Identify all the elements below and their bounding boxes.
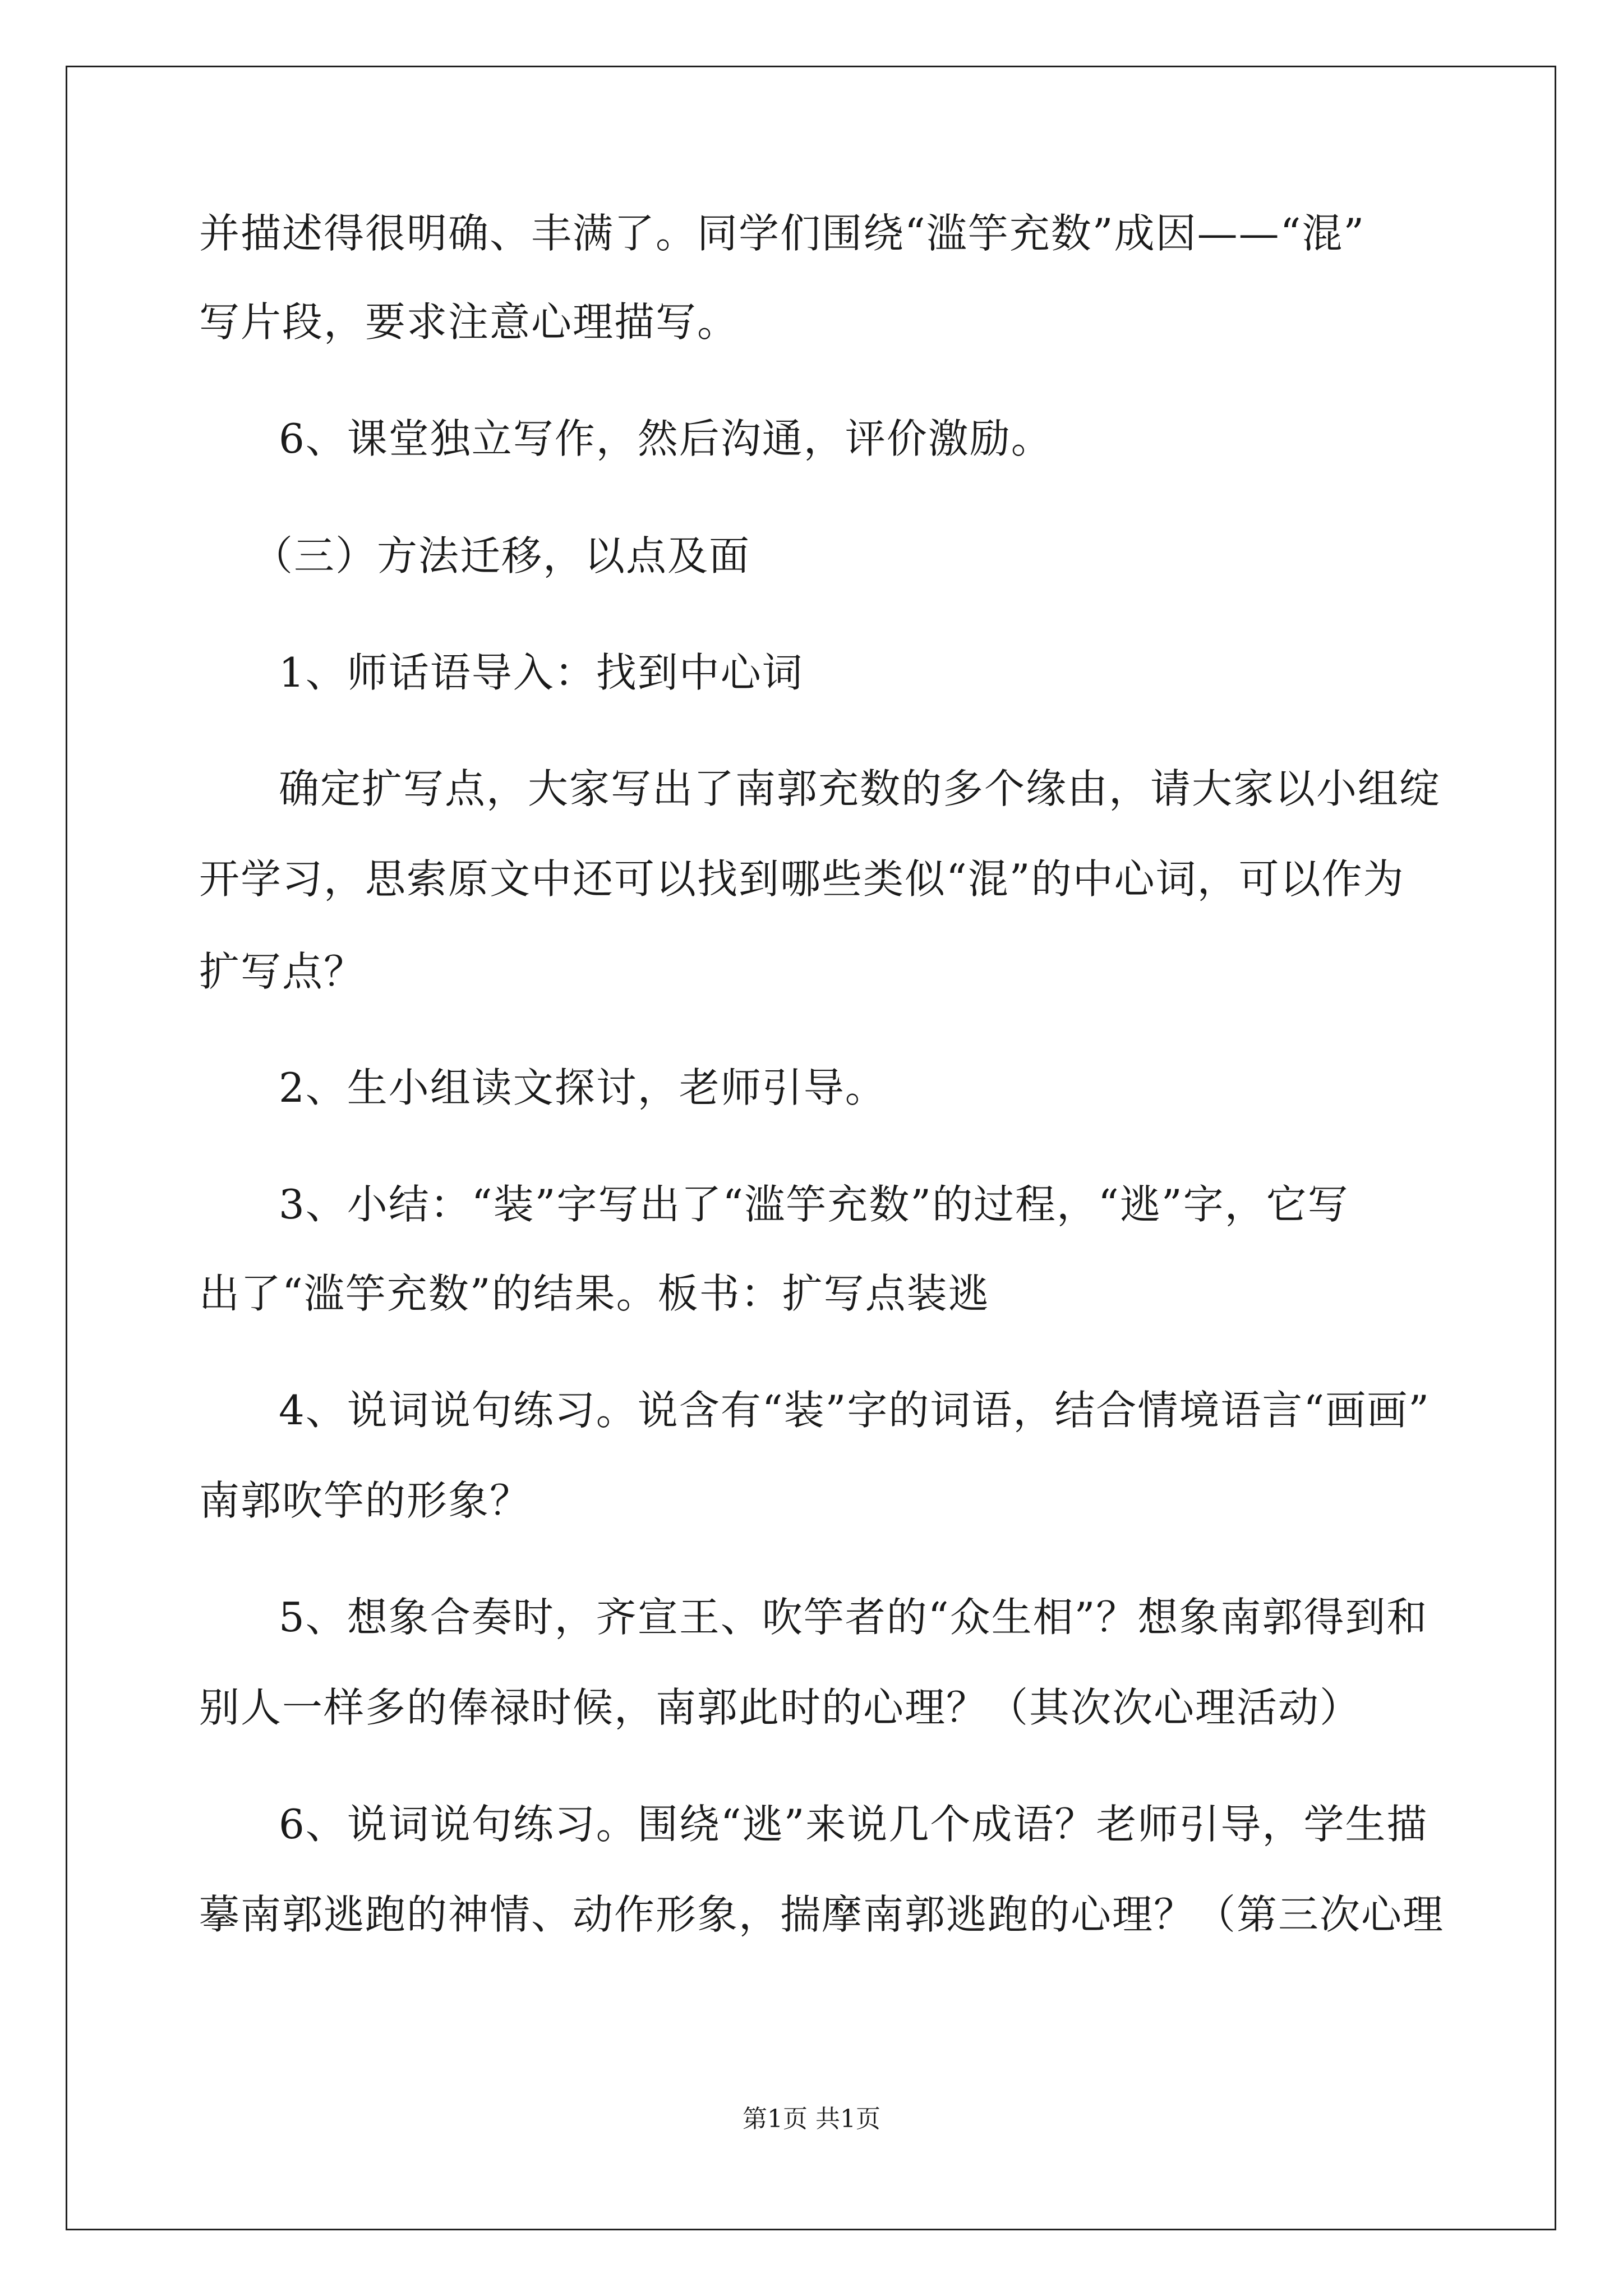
text-line: 6、课堂独立写作，然后沟通，评价激励。 [279,415,1053,462]
text-line: 并描述得很明确、丰满了。同学们围绕“滥竽充数”成因——“混” [199,210,1366,257]
text-line: 出了“滥竽充数”的结果。板书：扩写点装逃 [199,1270,990,1317]
text-line: 写片段，要求注意心理描写。 [199,298,739,346]
text-line: 4、说词说句练习。说含有“装”字的词语，结合情境语言“画画” [279,1387,1431,1434]
text-line: 扩写点？ [199,948,366,995]
text-line: 摹南郭逃跑的神情、动作形象，揣摩南郭逃跑的心理？（第三次心理 [199,1891,1445,1938]
text-line: 2、生小组读文探讨，老师引导。 [279,1064,887,1111]
text-line: 别人一样多的俸禄时候，南郭此时的心理？（其次次心理活动） [199,1684,1362,1731]
text-line: 确定扩写点，大家写出了南郭充数的多个缘由，请大家以小组绽 [279,765,1441,812]
page-footer: 第1页 共1页 [743,2105,880,2133]
text-line: 开学习，思索原文中还可以找到哪些类似“混”的中心词，可以作为 [199,855,1405,903]
section-heading: （三）方法迁移，以点及面 [252,532,751,579]
text-line: 1、师话语导入：找到中心词 [279,649,804,696]
text-line: 6、说词说句练习。围绕“逃”来说几个成语？老师引导，学生描 [279,1801,1428,1848]
text-line: 3、小结：“装”字写出了“滥竽充数”的过程，“逃”字，它写 [279,1181,1349,1228]
text-line: 南郭吹竽的形象？ [199,1477,532,1524]
text-line: 5、想象合奏时，齐宣王、吹竽者的“众生相”？想象南郭得到和 [279,1594,1428,1641]
